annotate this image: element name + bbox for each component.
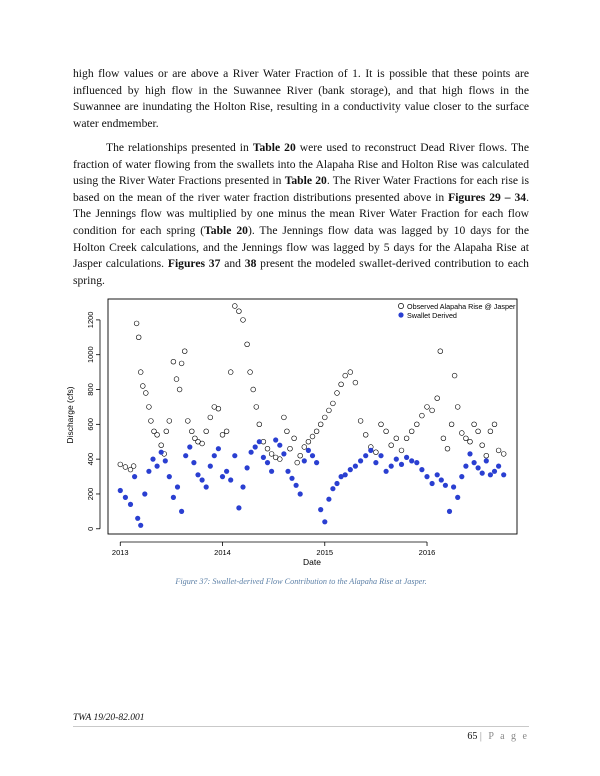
- data-point-observed: [492, 422, 497, 427]
- figure-caption: Figure 37: Swallet-derived Flow Contribution to the Alapaha Rise at Jasper.: [175, 577, 427, 586]
- page-number: 65: [467, 731, 478, 742]
- data-point-observed: [379, 422, 384, 427]
- data-point-observed: [409, 429, 414, 434]
- data-point-observed: [399, 448, 404, 453]
- data-point-swallet: [265, 460, 270, 465]
- bold-reference: Figures 29 – 34: [448, 190, 527, 204]
- y-tick-label: 1200: [86, 311, 95, 329]
- data-point-observed: [404, 436, 409, 441]
- data-point-observed: [322, 415, 327, 420]
- data-point-observed: [459, 431, 464, 436]
- data-point-swallet: [330, 486, 335, 491]
- data-point-swallet: [298, 491, 303, 496]
- data-point-observed: [298, 453, 303, 458]
- data-point-observed: [295, 460, 300, 465]
- data-point-swallet: [326, 497, 331, 502]
- data-point-observed: [171, 359, 176, 364]
- data-point-swallet: [314, 460, 319, 465]
- data-point-swallet: [224, 469, 229, 474]
- data-point-observed: [343, 373, 348, 378]
- data-point-observed: [216, 406, 221, 411]
- data-point-observed: [384, 429, 389, 434]
- bold-reference: 38: [244, 257, 257, 271]
- data-point-swallet: [373, 460, 378, 465]
- data-point-observed: [232, 304, 237, 309]
- data-point-observed: [200, 441, 205, 446]
- data-point-swallet: [363, 453, 368, 458]
- y-tick-label: 0: [86, 526, 95, 531]
- data-point-swallet: [472, 460, 477, 465]
- data-point-observed: [282, 415, 287, 420]
- data-point-swallet: [322, 519, 327, 524]
- data-point-swallet: [334, 481, 339, 486]
- data-point-swallet: [132, 474, 137, 479]
- data-point-observed: [149, 419, 154, 424]
- data-point-swallet: [302, 458, 307, 463]
- legend-marker-observed: [398, 303, 403, 308]
- data-point-swallet: [159, 450, 164, 455]
- data-point-swallet: [492, 469, 497, 474]
- data-point-observed: [164, 429, 169, 434]
- data-point-observed: [501, 452, 506, 457]
- legend-label-swallet: Swallet Derived: [407, 311, 457, 320]
- data-point-observed: [136, 335, 141, 340]
- data-point-observed: [265, 446, 270, 451]
- data-point-swallet: [150, 457, 155, 462]
- data-point-swallet: [310, 453, 315, 458]
- data-point-swallet: [175, 484, 180, 489]
- data-point-swallet: [353, 464, 358, 469]
- bold-reference: Figures 37: [167, 257, 221, 271]
- page-label: | P a g e: [479, 731, 529, 742]
- data-point-observed: [339, 382, 344, 387]
- data-point-swallet: [273, 437, 278, 442]
- data-point-observed: [159, 443, 164, 448]
- data-point-swallet: [212, 453, 217, 458]
- data-point-observed: [245, 342, 250, 347]
- data-point-observed: [472, 422, 477, 427]
- data-point-observed: [134, 321, 139, 326]
- data-point-observed: [358, 419, 363, 424]
- data-point-observed: [123, 465, 128, 470]
- data-point-observed: [484, 453, 489, 458]
- data-point-observed: [335, 391, 340, 396]
- data-point-observed: [306, 439, 311, 444]
- data-point-swallet: [488, 472, 493, 477]
- data-point-observed: [348, 370, 353, 375]
- data-point-swallet: [399, 462, 404, 467]
- text-run: present the modeled swallet-derived contribution to each spring.: [73, 257, 529, 287]
- data-point-swallet: [179, 509, 184, 514]
- data-point-swallet: [467, 451, 472, 456]
- data-point-swallet: [443, 483, 448, 488]
- data-point-swallet: [419, 467, 424, 472]
- data-point-swallet: [384, 469, 389, 474]
- footer-rule: [73, 726, 529, 727]
- data-point-observed: [138, 370, 143, 375]
- y-tick-label: 1000: [86, 346, 95, 364]
- data-point-swallet: [195, 472, 200, 477]
- data-point-swallet: [155, 464, 160, 469]
- y-axis: [86, 312, 100, 531]
- data-point-swallet: [261, 455, 266, 460]
- discharge-chart: [65, 290, 523, 575]
- data-point-swallet: [216, 446, 221, 451]
- y-tick-label: 200: [86, 487, 95, 501]
- data-point-observed: [353, 380, 358, 385]
- data-point-observed: [445, 446, 450, 451]
- data-point-swallet: [414, 460, 419, 465]
- x-tick-label: 2015: [316, 548, 334, 557]
- data-point-swallet: [167, 474, 172, 479]
- data-point-observed: [147, 405, 152, 410]
- text-run: . The Jennings flow was multiplied by one minus the mean River Water Fraction for each flow condition for each spring (: [73, 190, 529, 237]
- x-tick-label: 2014: [214, 548, 231, 557]
- bold-reference: Table 20: [252, 141, 296, 154]
- data-point-swallet: [496, 464, 501, 469]
- data-point-observed: [204, 429, 209, 434]
- data-point-swallet: [451, 484, 456, 489]
- data-point-observed: [374, 450, 379, 455]
- legend-marker-swallet: [398, 312, 403, 317]
- data-point-swallet: [459, 474, 464, 479]
- data-point-observed: [155, 432, 160, 437]
- data-point-observed: [131, 464, 136, 469]
- data-point-observed: [314, 429, 319, 434]
- y-tick-label: 400: [86, 452, 95, 466]
- body-paragraph-1: high flow values or are above a River Water Fraction of 1. It is possible that these points are influenced by high flow in the Suwannee River (bank storage), and that high flows in the Suwannee are inundating the Holton Rise, resulting in a conductivity value closer to the surface water endmember.: [73, 67, 529, 130]
- footer-page: [467, 731, 529, 742]
- series-layer: [118, 304, 507, 528]
- data-point-observed: [476, 429, 481, 434]
- text-run: and: [220, 257, 245, 271]
- data-point-observed: [269, 452, 274, 457]
- data-point-swallet: [277, 443, 282, 448]
- data-point-swallet: [187, 444, 192, 449]
- data-point-observed: [331, 401, 336, 406]
- data-point-swallet: [480, 471, 485, 476]
- data-point-observed: [182, 349, 187, 354]
- chart-legend: [398, 302, 516, 320]
- data-point-swallet: [358, 458, 363, 463]
- legend-label-observed: Observed Alapaha Rise @ Jasper: [407, 302, 516, 311]
- data-point-observed: [318, 422, 323, 427]
- data-point-swallet: [455, 495, 460, 500]
- data-point-swallet: [191, 460, 196, 465]
- data-point-observed: [189, 429, 194, 434]
- x-tick-label: 2016: [418, 548, 436, 557]
- data-point-observed: [285, 429, 290, 434]
- data-point-swallet: [318, 507, 323, 512]
- data-point-observed: [327, 408, 332, 413]
- data-point-swallet: [306, 448, 311, 453]
- data-point-observed: [257, 422, 262, 427]
- data-point-observed: [220, 432, 225, 437]
- text-run: were used to reconstruct Dead River flows. The fraction of water flowing from the swallets into the Alapaha Rise and Holton Rise was calculated using the River Water Fractions presented in: [73, 141, 529, 188]
- data-point-swallet: [348, 467, 353, 472]
- data-point-swallet: [118, 488, 123, 493]
- data-point-observed: [480, 443, 485, 448]
- data-point-observed: [241, 318, 246, 323]
- data-point-swallet: [404, 455, 409, 460]
- data-point-swallet: [447, 509, 452, 514]
- data-point-observed: [430, 408, 435, 413]
- data-point-swallet: [269, 469, 274, 474]
- data-point-observed: [363, 432, 368, 437]
- data-point-swallet: [228, 477, 233, 482]
- data-point-observed: [224, 429, 229, 434]
- data-point-observed: [288, 446, 293, 451]
- body-paragraph-2: [73, 140, 529, 289]
- data-point-swallet: [389, 464, 394, 469]
- y-tick-label: 800: [86, 383, 95, 396]
- data-point-observed: [438, 349, 443, 354]
- text-run: . The River Water Fractions for each rise is based on the mean of the river water fraction distributions presented above in: [73, 174, 529, 204]
- data-point-swallet: [204, 484, 209, 489]
- data-point-swallet: [123, 495, 128, 500]
- data-point-swallet: [463, 464, 468, 469]
- data-point-swallet: [208, 464, 213, 469]
- data-point-swallet: [146, 469, 151, 474]
- data-point-swallet: [378, 453, 383, 458]
- data-point-swallet: [257, 439, 262, 444]
- data-point-observed: [254, 405, 259, 410]
- data-point-swallet: [220, 474, 225, 479]
- data-point-observed: [177, 387, 182, 392]
- data-point-swallet: [424, 474, 429, 479]
- data-point-observed: [310, 434, 315, 439]
- data-point-observed: [435, 396, 440, 401]
- data-point-swallet: [183, 453, 188, 458]
- data-point-swallet: [171, 495, 176, 500]
- data-point-observed: [496, 448, 501, 453]
- data-point-observed: [452, 373, 457, 378]
- data-point-swallet: [200, 477, 205, 482]
- data-point-swallet: [285, 469, 290, 474]
- data-point-swallet: [138, 523, 143, 528]
- data-point-observed: [174, 377, 179, 382]
- data-point-swallet: [289, 476, 294, 481]
- data-point-observed: [179, 361, 184, 366]
- data-point-swallet: [501, 472, 506, 477]
- data-point-swallet: [245, 465, 250, 470]
- data-point-observed: [140, 384, 145, 389]
- data-point-swallet: [409, 458, 414, 463]
- data-point-swallet: [476, 465, 481, 470]
- data-point-swallet: [435, 472, 440, 477]
- data-point-observed: [302, 445, 307, 450]
- data-point-observed: [420, 413, 425, 418]
- data-point-observed: [237, 309, 242, 314]
- bold-reference: Table 20: [284, 174, 327, 188]
- x-axis-label: Date: [303, 557, 321, 567]
- data-point-swallet: [343, 472, 348, 477]
- y-tick-label: 600: [86, 418, 95, 431]
- text-run: The relationships presented in: [106, 141, 253, 154]
- data-point-observed: [208, 415, 213, 420]
- data-point-observed: [143, 391, 148, 396]
- data-point-swallet: [128, 502, 133, 507]
- data-point-swallet: [135, 516, 140, 521]
- data-point-observed: [167, 419, 172, 424]
- data-point-swallet: [249, 450, 254, 455]
- text-run: ). The Jennings flow data was lagged by 10 days for the Holton Creek calculations, and the Jennings flow was lagged by 5 days for the Alapaha Rise at Jasper calculations.: [73, 223, 529, 271]
- data-point-observed: [455, 405, 460, 410]
- data-point-observed: [228, 370, 233, 375]
- data-point-observed: [441, 436, 446, 441]
- data-point-observed: [389, 443, 394, 448]
- data-point-swallet: [368, 448, 373, 453]
- series-observed: [118, 304, 506, 472]
- data-point-swallet: [232, 453, 237, 458]
- data-point-swallet: [163, 458, 168, 463]
- data-point-observed: [425, 405, 430, 410]
- data-point-observed: [464, 436, 469, 441]
- data-point-observed: [449, 422, 454, 427]
- data-point-swallet: [394, 457, 399, 462]
- data-point-observed: [277, 457, 282, 462]
- data-point-swallet: [281, 451, 286, 456]
- data-point-observed: [414, 422, 419, 427]
- data-point-swallet: [240, 484, 245, 489]
- data-point-swallet: [253, 444, 258, 449]
- x-axis: [112, 542, 435, 557]
- data-point-observed: [394, 436, 399, 441]
- bold-reference: Table 20: [204, 223, 248, 237]
- data-point-observed: [468, 439, 473, 444]
- data-point-observed: [185, 419, 190, 424]
- data-point-observed: [248, 370, 253, 375]
- data-point-swallet: [142, 491, 147, 496]
- y-axis-label: Discharge (cfs): [65, 386, 75, 444]
- data-point-swallet: [294, 483, 299, 488]
- data-point-observed: [488, 429, 493, 434]
- data-point-observed: [251, 387, 256, 392]
- data-point-swallet: [430, 481, 435, 486]
- data-point-swallet: [439, 477, 444, 482]
- data-point-observed: [118, 462, 123, 467]
- footer-doc-id: TWA 19/20-82.001: [73, 713, 145, 723]
- data-point-swallet: [236, 505, 241, 510]
- data-point-observed: [292, 436, 297, 441]
- x-tick-label: 2013: [111, 548, 129, 557]
- data-point-swallet: [484, 458, 489, 463]
